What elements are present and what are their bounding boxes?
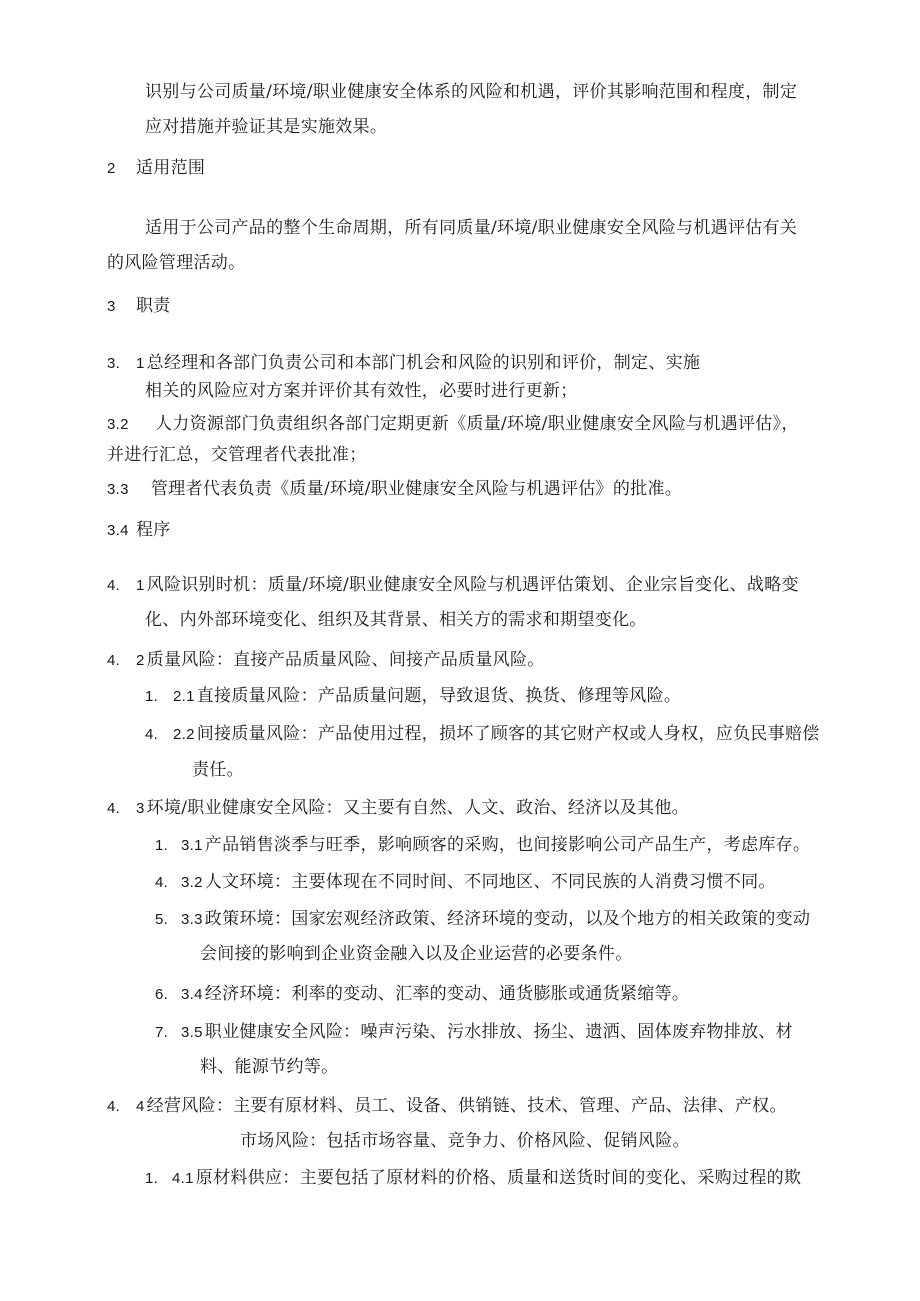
- section-2-body-line-2: 的风险管理活动。: [107, 253, 246, 273]
- purpose-line-2: 应对措施并验证其是实施效果。: [145, 117, 388, 137]
- item-3-1-line-2: 相关的风险应对方案并评价其有效性，必要时进行更新；: [145, 381, 578, 401]
- item-4-1-line-1: [136, 574, 799, 597]
- item-4-3-3-text: 政策环境：国家宏观经济政策、经济环境的变动，以及个地方的相关政策的变动: [204, 909, 811, 929]
- item-4-1-subnumber: 1: [136, 577, 145, 594]
- item-4-3-1-number: 1.: [155, 837, 169, 854]
- section-3-title: 职责: [136, 296, 171, 316]
- item-4-4-1-subnumber: 4.1: [172, 1170, 194, 1187]
- item-4-2-number: 4.: [107, 652, 121, 669]
- item-4-4-subnumber: 4: [136, 1098, 145, 1115]
- item-4-2-2-subnumber: 2.2: [173, 726, 195, 743]
- item-3-3-number: 3.3: [107, 481, 129, 498]
- item-3-2-number: 3.2: [107, 416, 129, 433]
- item-4-3-3-line-1: [181, 908, 810, 931]
- item-4-2-2-text: 间接质量风险：产品使用过程，损坏了顾客的其它财产权或人身权，应负民事赔偿: [196, 724, 820, 744]
- item-4-3-line-1: [136, 797, 689, 820]
- item-4-2-subnumber: 2: [136, 652, 145, 669]
- section-3-number: 3: [107, 298, 116, 315]
- item-4-3-1-text: 产品销售淡季与旺季，影响顾客的采购，也间接影响公司产品生产，考虑库存。: [204, 835, 811, 855]
- item-3-1-line-1: [136, 352, 700, 375]
- item-4-3-4-number: 6.: [155, 986, 169, 1003]
- item-4-3-subnumber: 3: [136, 800, 145, 817]
- item-4-1-line-2: 化、内外部环境变化、组织及其背景、相关方的需求和期望变化。: [145, 610, 647, 630]
- item-4-2-2-line-2: 责任。: [192, 760, 244, 780]
- section-2-number: 2: [107, 160, 116, 177]
- item-4-3-5-line-1: [181, 1021, 793, 1044]
- item-4-2-1-text: 直接质量风险：产品质量问题，导致退货、换货、修理等风险。: [196, 686, 682, 706]
- section-3-4-number: 3.4: [107, 522, 129, 539]
- item-4-2-1-line-1: [173, 685, 681, 708]
- item-4-3-number: 4.: [107, 800, 121, 817]
- item-4-3-5-number: 7.: [155, 1024, 169, 1041]
- item-4-2-1-number: 1.: [145, 688, 159, 705]
- item-4-2-2-number: 4.: [145, 726, 159, 743]
- item-4-3-1-subnumber: 3.1: [181, 837, 203, 854]
- section-2-title: 适用范围: [136, 158, 206, 178]
- item-4-4-1-number: 1.: [145, 1170, 159, 1187]
- item-4-3-2-subnumber: 3.2: [181, 874, 203, 891]
- item-3-2-line-1: 人力资源部门负责组织各部门定期更新《质量/环境/职业健康安全风险与机遇评估》，: [155, 414, 799, 434]
- item-4-3-5-subnumber: 3.5: [181, 1024, 203, 1041]
- item-4-2-2-line-1: [173, 723, 820, 746]
- item-4-3-5-text: 职业健康安全风险：噪声污染、污水排放、扬尘、遗洒、固体废弃物排放、材: [204, 1022, 793, 1042]
- item-4-1-text: 风险识别时机：质量/环境/职业健康安全风险与机遇评估策划、企业宗旨变化、战略变: [146, 575, 799, 595]
- item-4-4-1-text: 原材料供应：主要包括了原材料的价格、质量和送货时间的变化、采购过程的欺: [195, 1168, 802, 1188]
- section-2-body-line-1: 适用于公司产品的整个生命周期，所有同质量/环境/职业健康安全风险与机遇评估有关: [145, 218, 798, 238]
- item-3-1-subnumber: 1: [136, 355, 145, 372]
- section-3-4-title: 程序: [136, 520, 171, 540]
- item-3-1-number: 3.: [107, 355, 121, 372]
- item-4-4-text: 经营风险：主要有原材料、员工、设备、供销链、技术、管理、产品、法律、产权。: [146, 1096, 787, 1116]
- item-4-2-text: 质量风险：直接产品质量风险、间接产品质量风险。: [146, 650, 545, 670]
- item-4-3-2-number: 4.: [155, 874, 169, 891]
- item-3-3-line-1: 管理者代表负责《质量/环境/职业健康安全风险与机遇评估》的批准。: [151, 479, 683, 499]
- item-4-3-5-line-2: 料、能源节约等。: [200, 1057, 339, 1077]
- item-4-3-text: 环境/职业健康安全风险：又主要有自然、人文、政治、经济以及其他。: [146, 798, 689, 818]
- item-4-3-3-line-2: 会间接的影响到企业资金融入以及企业运营的必要条件。: [200, 944, 633, 964]
- purpose-line-1: 识别与公司质量/环境/职业健康安全体系的风险和机遇，评价其影响范围和程度，制定: [145, 82, 798, 102]
- item-3-1-text: 总经理和各部门负责公司和本部门机会和风险的识别和评价，制定、实施: [146, 353, 701, 373]
- item-4-4-number: 4.: [107, 1098, 121, 1115]
- item-4-3-4-line-1: [181, 983, 689, 1006]
- item-4-4-line-2: 市场风险：包括市场容量、竞争力、价格风险、促销风险。: [240, 1131, 690, 1151]
- item-4-4-line-1: [136, 1095, 787, 1118]
- item-4-3-2-line-1: [181, 871, 776, 894]
- item-4-1-number: 4.: [107, 577, 121, 594]
- item-4-3-2-text: 人文环境：主要体现在不同时间、不同地区、不同民族的人消费习惯不同。: [204, 872, 776, 892]
- item-4-2-line-1: [136, 649, 545, 672]
- item-4-3-3-subnumber: 3.3: [181, 911, 203, 928]
- item-3-2-line-2: 并进行汇总，交管理者代表批准；: [107, 445, 367, 465]
- item-4-3-1-line-1: [181, 834, 810, 857]
- item-4-2-1-subnumber: 2.1: [173, 688, 195, 705]
- item-4-3-3-number: 5.: [155, 911, 169, 928]
- item-4-3-4-text: 经济环境：利率的变动、汇率的变动、通货膨胀或通货紧缩等。: [204, 984, 690, 1004]
- item-4-3-4-subnumber: 3.4: [181, 986, 203, 1003]
- item-4-4-1-line-1: [172, 1167, 801, 1190]
